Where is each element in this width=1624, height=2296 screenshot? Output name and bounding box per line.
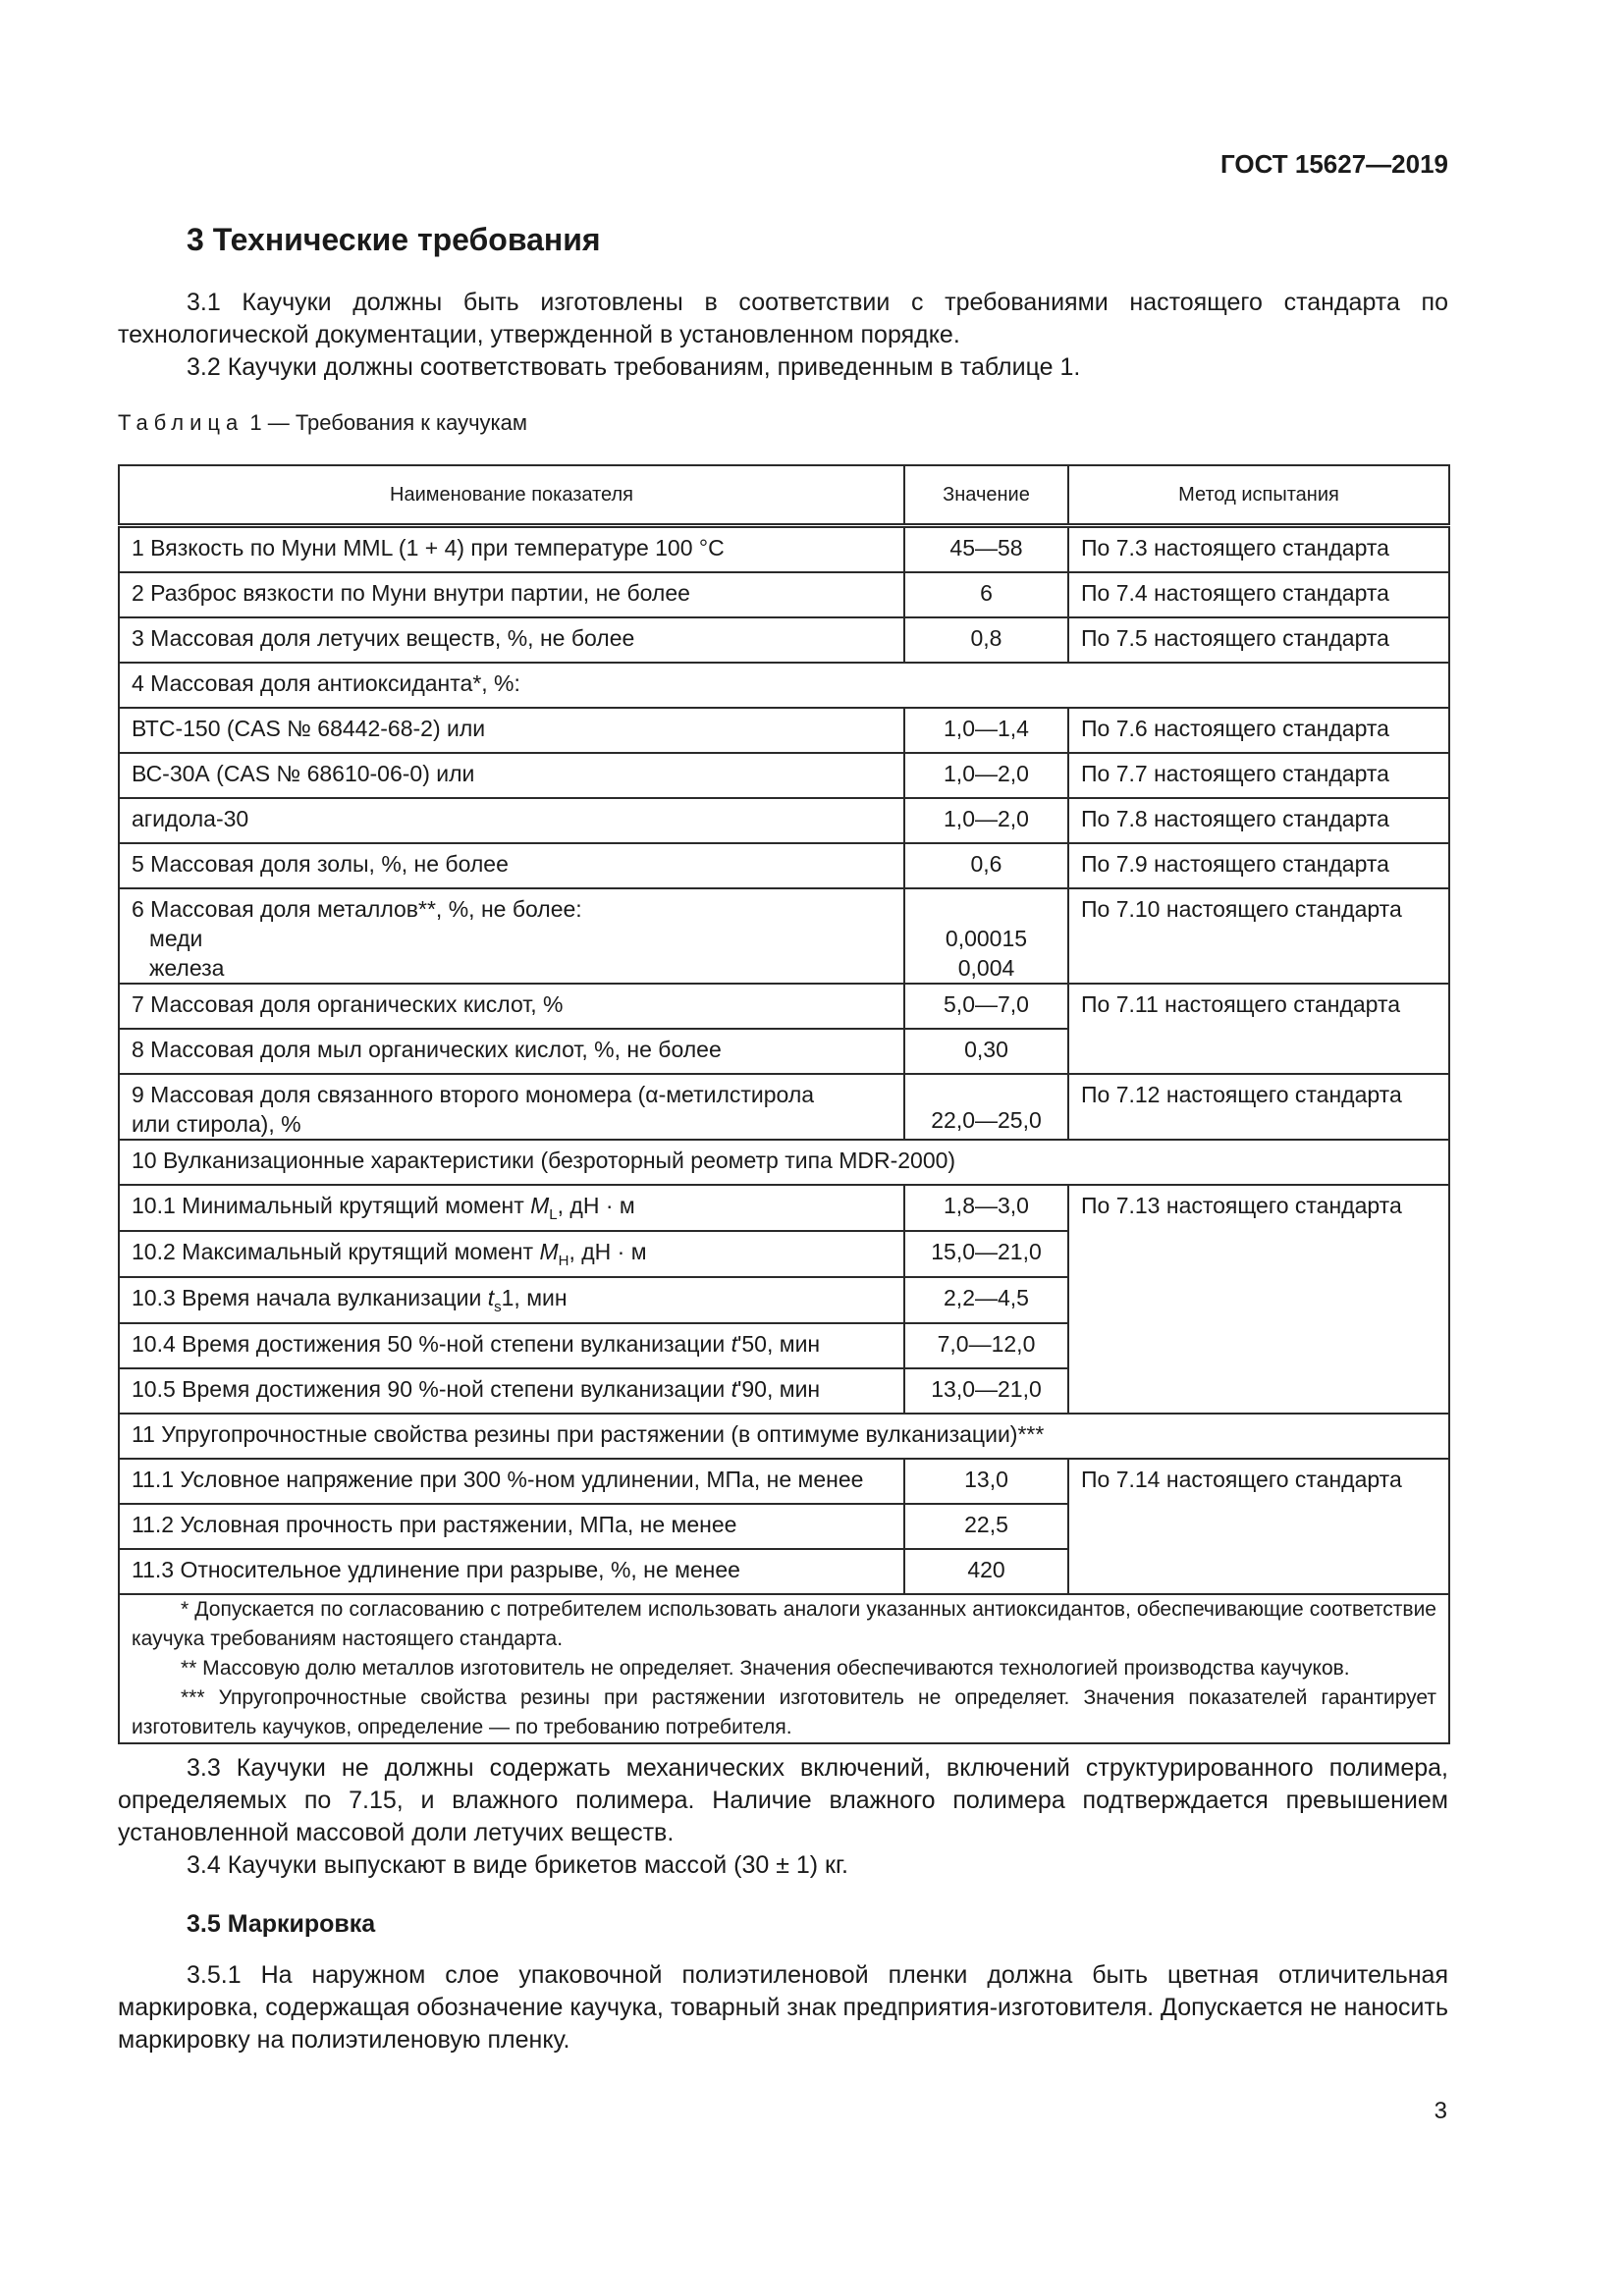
row-name: 10.5 Время достижения 90 %-ной степени вулканизации t'90, мин	[119, 1368, 904, 1414]
header-value: Значение	[904, 465, 1068, 526]
table-group-row	[119, 1140, 1449, 1185]
row-name	[119, 1074, 904, 1140]
row-value: 22,5	[904, 1504, 1068, 1549]
table-notes	[119, 1594, 1449, 1743]
row-value-copper: 0,00015	[945, 926, 1028, 951]
table-row	[119, 888, 1449, 984]
row-name-sub-copper: меди	[149, 926, 203, 951]
row-name: 10.3 Время начала вулканизации $t_s1$, мин	[119, 1277, 904, 1323]
row-name-sub-iron: железа	[149, 955, 225, 981]
table-row	[119, 708, 1449, 753]
row-value: 45—58	[904, 526, 1068, 573]
row-name: 11 Упругопрочностные свойства резины при растяжении (в оптимуме вулканизации)***	[119, 1414, 1449, 1459]
row-value: 15,0—21,0	[904, 1231, 1068, 1277]
row-method: По 7.6 настоящего стандарта	[1068, 708, 1449, 753]
row-method: По 7.12 настоящего стандарта	[1068, 1074, 1449, 1140]
paragraph-3-4: 3.4 Каучуки выпускают в виде брикетов массой (30 ± 1) кг.	[187, 1851, 848, 1879]
row-name-main: 6 Массовая доля металлов**, %, не более:	[132, 896, 582, 922]
row-method: По 7.9 настоящего стандарта	[1068, 843, 1449, 888]
paragraph-3-2: 3.2 Каучуки должны соответствовать требованиям, приведенным в таблице 1.	[187, 353, 1081, 381]
table-notes-row	[119, 1594, 1449, 1743]
table-caption-text: 1 — Требования к каучукам	[244, 410, 528, 435]
section-title: 3 Технические требования	[187, 222, 601, 257]
row-value: 0,8	[904, 617, 1068, 663]
table-row	[119, 1185, 1449, 1231]
row-value: 1,0—1,4	[904, 708, 1068, 753]
row-name: ВС-30А (CAS № 68610-06-0) или	[119, 753, 904, 798]
paragraph-3-1: 3.1 Каучуки должны быть изготовлены в соответствии с требованиями настоящего стандарта по технологической документации, утвержденной в установленном порядке.	[118, 289, 1448, 348]
table-row	[119, 753, 1449, 798]
table-caption-label: Таблица	[118, 410, 244, 435]
table-caption	[118, 410, 527, 436]
footnote-3: *** Упругопрочностные свойства резины при растяжении изготовитель не определяет. Значения показателей гарантирует изготовитель каучуков, определение — по требованию потребителя.	[132, 1686, 1436, 1738]
row-method: По 7.7 настоящего стандарта	[1068, 753, 1449, 798]
row-value-iron: 0,004	[957, 955, 1015, 981]
row-value	[904, 888, 1068, 984]
row-value: 1,0—2,0	[904, 753, 1068, 798]
row-name: 11.2 Условная прочность при растяжении, МПа, не менее	[119, 1504, 904, 1549]
table-row	[119, 843, 1449, 888]
row-method: По 7.11 настоящего стандарта	[1068, 984, 1449, 1074]
row-value: 13,0	[904, 1459, 1068, 1504]
requirements-table	[118, 464, 1450, 1744]
document-id: ГОСТ 15627—2019	[1220, 149, 1448, 179]
footnote-1: * Допускается по согласованию с потребителем использовать аналоги указанных антиоксидантов, обеспечивающие соответствие каучука требованиям настоящего стандарта.	[132, 1598, 1436, 1650]
row-value: 7,0—12,0	[904, 1323, 1068, 1368]
row-name: 10.2 Максимальный крутящий момент $M_H$, дН · м	[119, 1231, 904, 1277]
row-value: 1,0—2,0	[904, 798, 1068, 843]
header-name: Наименование показателя	[119, 465, 904, 526]
row-name-line2: или стирола), %	[132, 1111, 301, 1137]
header-method: Метод испытания	[1068, 465, 1449, 526]
table-row	[119, 1459, 1449, 1504]
paragraph-3-3: 3.3 Каучуки не должны содержать механических включений, включений структурированного полимера, определяемых по 7.15, и влажного полимера. Наличие влажного полимера подтверждается превышением установленной массовой доли летучих веществ.	[118, 1754, 1448, 1846]
table-row	[119, 798, 1449, 843]
row-name: 10.1 Минимальный крутящий момент $M_L$, дН · м	[119, 1185, 904, 1231]
row-value: 0,30	[904, 1029, 1068, 1074]
row-name: 4 Массовая доля антиоксиданта*, %:	[119, 663, 1449, 708]
row-name: 11.1 Условное напряжение при 300 %-ном удлинении, МПа, не менее	[119, 1459, 904, 1504]
row-value: 13,0—21,0	[904, 1368, 1068, 1414]
table-group-row	[119, 1414, 1449, 1459]
row-method: По 7.13 настоящего стандарта	[1068, 1185, 1449, 1414]
row-method: По 7.10 настоящего стандарта	[1068, 888, 1449, 984]
table-header-row	[119, 465, 1449, 526]
paragraph-3-5-1: 3.5.1 На наружном слое упаковочной полиэтиленовой пленки должна быть цветная отличительная маркировка, содержащая обозначение каучука, товарный знак предприятия-изготовителя. Допускается не наносить маркировку на полиэтиленовую пленку.	[118, 1961, 1448, 2054]
row-value: 1,8—3,0	[904, 1185, 1068, 1231]
row-method: По 7.14 настоящего стандарта	[1068, 1459, 1449, 1594]
table-row	[119, 526, 1449, 573]
row-name: 10 Вулканизационные характеристики (безроторный реометр типа MDR-2000)	[119, 1140, 1449, 1185]
row-name: агидола-30	[119, 798, 904, 843]
row-value: 0,6	[904, 843, 1068, 888]
table-group-row	[119, 663, 1449, 708]
subsection-title: 3.5 Маркировка	[187, 1910, 376, 1938]
row-value: 2,2—4,5	[904, 1277, 1068, 1323]
table-row	[119, 1074, 1449, 1140]
row-name: 2 Разброс вязкости по Муни внутри партии, не более	[119, 572, 904, 617]
table-row	[119, 572, 1449, 617]
table-row	[119, 984, 1449, 1029]
row-name: 3 Массовая доля летучих веществ, %, не более	[119, 617, 904, 663]
row-name: 5 Массовая доля золы, %, не более	[119, 843, 904, 888]
table-row	[119, 617, 1449, 663]
row-name	[119, 888, 904, 984]
row-method: По 7.3 настоящего стандарта	[1068, 526, 1449, 573]
row-name-line1: 9 Массовая доля связанного второго мономера (α-метилстирола	[132, 1082, 815, 1107]
row-name: ВТС-150 (CAS № 68442-68-2) или	[119, 708, 904, 753]
row-method: По 7.4 настоящего стандарта	[1068, 572, 1449, 617]
row-value: 5,0—7,0	[904, 984, 1068, 1029]
row-name: 10.4 Время достижения 50 %-ной степени вулканизации t'50, мин	[119, 1323, 904, 1368]
row-value: 420	[904, 1549, 1068, 1594]
row-value: 6	[904, 572, 1068, 617]
row-name: 8 Массовая доля мыл органических кислот, %, не более	[119, 1029, 904, 1074]
row-method: По 7.5 настоящего стандарта	[1068, 617, 1449, 663]
row-value: 22,0—25,0	[904, 1074, 1068, 1140]
page-number: 3	[1434, 2098, 1447, 2124]
row-name: 1 Вязкость по Муни MML (1 + 4) при температуре 100 °С	[119, 526, 904, 573]
row-name: 7 Массовая доля органических кислот, %	[119, 984, 904, 1029]
footnote-2: ** Массовую долю металлов изготовитель не определяет. Значения обеспечиваются технологией производства каучуков.	[181, 1657, 1350, 1680]
row-name: 11.3 Относительное удлинение при разрыве, %, не менее	[119, 1549, 904, 1594]
row-method: По 7.8 настоящего стандарта	[1068, 798, 1449, 843]
